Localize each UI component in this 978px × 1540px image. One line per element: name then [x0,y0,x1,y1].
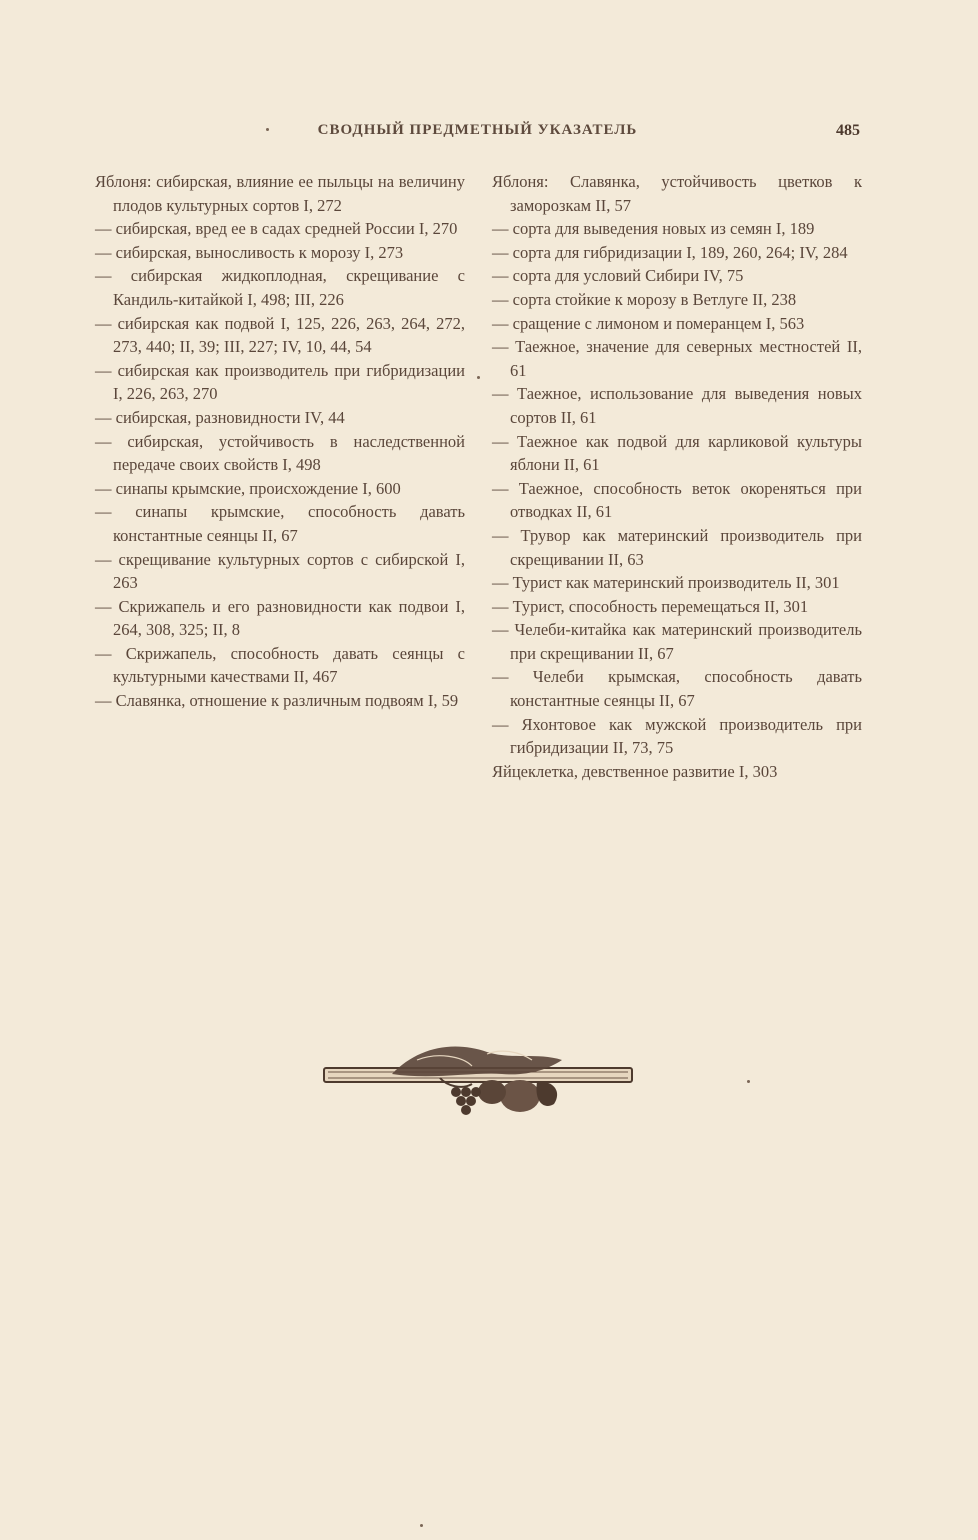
page-number: 485 [836,122,860,139]
index-entry: — Таежное, способность веток окореняться при отводках II, 61 [492,478,862,522]
index-entry: — Славянка, отношение к различным подвоям I, 59 [95,691,459,711]
index-entry: — сибирская жидкоплодная, скрещивание с Кандиль-китайкой I, 498; III, 226 [95,266,465,309]
index-entry: — сибирская, вред ее в садах средней России I, 270 [95,219,458,239]
index-entry: — Яхонтовое как мужской производитель при гибридизации II, 73, 75 [492,714,862,758]
running-title: СВОДНЫЙ ПРЕДМЕТНЫЙ УКАЗАТЕЛЬ [317,122,638,138]
page-header [95,122,860,150]
index-entry: — сибирская, устойчивость в наследственной передаче своих свойств I, 498 [95,431,465,475]
index-column-right [492,170,862,783]
index-entry: — Таежное, значение для северных местностей II, 61 [492,337,862,380]
index-entry: — сибирская как производитель при гибридизации I, 226, 263, 270 [95,360,465,404]
index-entry: — Скрижапель, способность давать сеянцы с культурными качествами II, 467 [95,643,465,687]
index-entry: — сибирская как подвой I, 125, 226, 263, 264, 272, 273, 440; II, 39; III, 227; IV, 10, 44, 54 [95,313,465,357]
index-entry: — сорта для гибридизации I, 189, 260, 264; IV, 284 [492,242,848,262]
paper-speck [266,128,269,131]
index-entry: — сибирская, выносливость к морозу I, 273 [95,242,404,262]
index-entry: — Турист как материнский производитель II, 301 [492,573,840,593]
index-entry: Яблоня: Славянка, устойчивость цветков к заморозкам II, 57 [492,172,862,215]
index-entry: — Скрижапель и его разновидности как подвои I, 264, 308, 325; II, 8 [95,596,465,640]
index-entry: — сибирская, разновидности IV, 44 [95,407,345,427]
index-entry: — Таежное, использование для выведения новых сортов II, 61 [492,384,862,427]
index-entry: Яблоня: сибирская, влияние ее пыльцы на величину плодов культурных сортов I, 272 [95,172,465,215]
index-entry: — Челеби крымская, способность давать константные сеянцы II, 67 [492,667,862,711]
index-entry: — сращение с лимоном и померанцем I, 563 [492,313,805,333]
index-entry: Яйцеклетка, девственное развитие I, 303 [492,761,778,781]
index-entry: — Челеби-китайка как материнский производитель при скрещивании II, 67 [492,620,862,663]
index-entry: — синапы крымские, происхождение I, 600 [95,478,401,498]
paper-speck [420,1524,423,1527]
paper-speck [477,376,480,379]
index-entry: — скрещивание культурных сортов с сибирской I, 263 [95,549,465,593]
paper-speck [747,1080,750,1083]
index-column-left [95,170,465,713]
index-entry: — Трувор как материнский производитель при скрещивании II, 63 [492,525,862,569]
index-entry: — синапы крымские, способность давать константные сеянцы II, 67 [95,502,465,545]
index-entry: — сорта стойкие к морозу в Ветлуге II, 238 [492,289,797,309]
index-entry: — Таежное как подвой для карликовой культуры яблони II, 61 [492,431,862,475]
index-entry: — сорта для условий Сибири IV, 75 [492,266,744,286]
index-entry: — Турист, способность перемещаться II, 301 [492,596,809,616]
fruit-ornament-icon [322,1030,634,1124]
index-entry: — сорта для выведения новых из семян I, 189 [492,219,815,239]
